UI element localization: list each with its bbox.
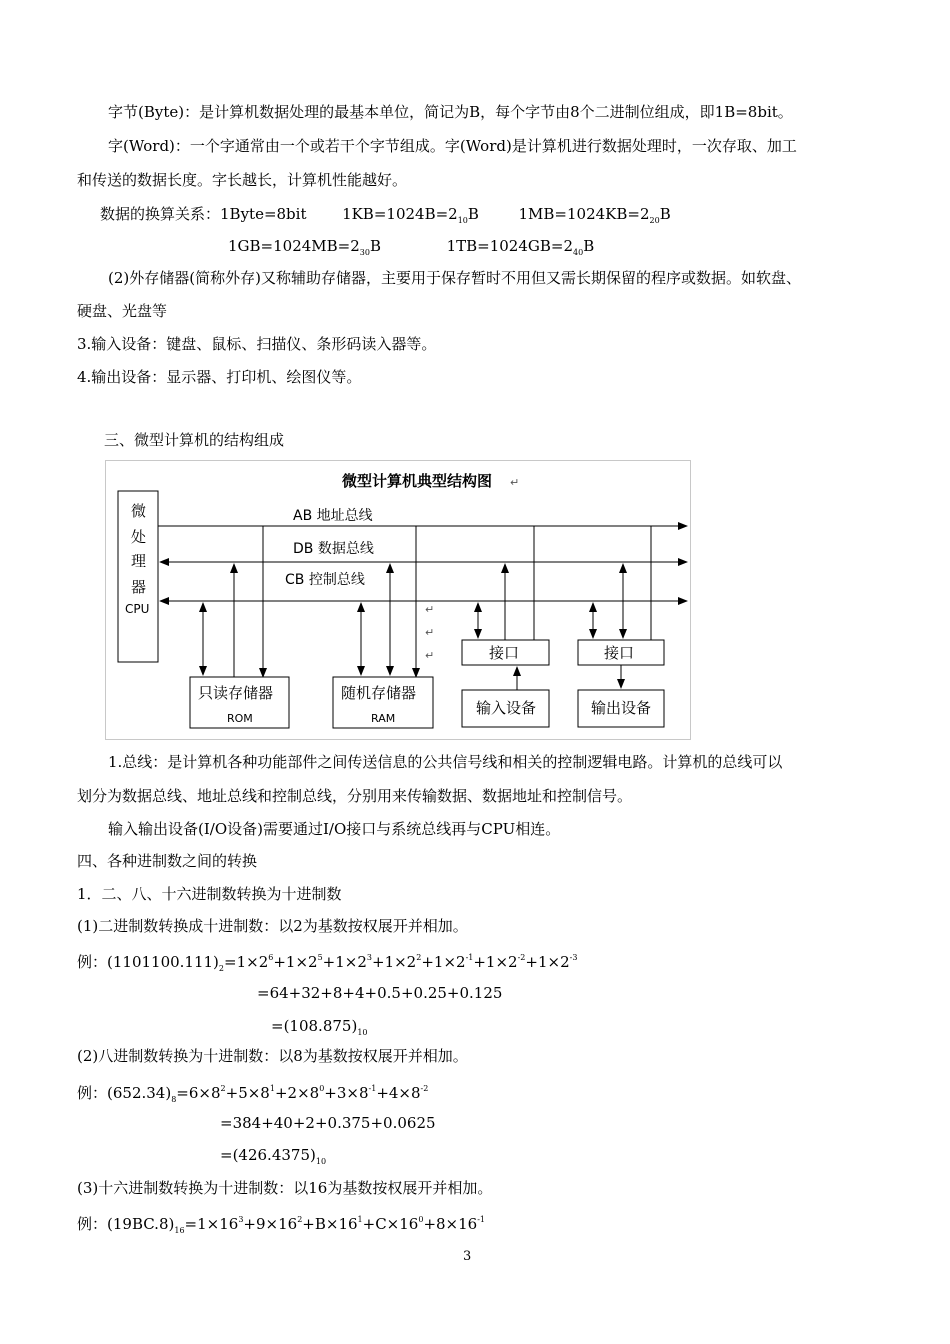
output-port-label: 接口 xyxy=(604,644,635,662)
output-device-label: 输出设备 xyxy=(591,699,652,717)
input-port-label: 接口 xyxy=(489,644,520,662)
cpu-char-1: 微 xyxy=(131,502,147,520)
octal-rule: (2)八进制数转换为十进制数：以8为基数按权展开并相加。 xyxy=(77,1047,468,1065)
conversion-line-1 xyxy=(100,204,671,231)
ram-label: 随机存储器 xyxy=(341,684,417,702)
conversion-mb: $1MB=1024KB=2_{20}B$ xyxy=(518,205,671,225)
return-mark-3: ↵ xyxy=(425,649,435,662)
subsection-1-heading: 1．二、八、十六进制数转换为十进制数 xyxy=(77,885,342,903)
hex-example: 例：$(19BC.8)_{16}=1\times 16^3+9\times 16^2+B\times 16^1+C\times 16^0+8\times 16^{-1}$ xyxy=(77,1215,486,1235)
address-bus-label: AB 地址总线 xyxy=(293,508,373,524)
control-bus-label: CB 控制总线 xyxy=(285,572,365,588)
microcomputer-structure-diagram xyxy=(105,460,691,740)
byte-definition: 字节(Byte)：是计算机数据处理的最基本单位，简记为B，每个字节由8个二进制位组成，即1B=8bit。 xyxy=(108,103,793,121)
conversion-tb: $1TB=1024GB=2_{40}B$ xyxy=(446,237,595,257)
octal-step-3: $=(426.4375)_{10}$ xyxy=(220,1146,327,1166)
io-note: 输入输出设备(I/O设备)需要通过I/O接口与系统总线再与CPU相连。 xyxy=(108,820,561,838)
word-definition-1: 字(Word)：一个字通常由一个或若干个字节组成。字(Word)是计算机进行数据处理时，一次存取、加工 xyxy=(108,137,797,155)
cpu-sub-label: CPU xyxy=(125,602,150,616)
bus-definition-2: 划分为数据总线、地址总线和控制总线，分别用来传输数据、数据地址和控制信号。 xyxy=(77,787,633,805)
conversion-kb: $1KB=1024B=2_{10}B$ xyxy=(342,205,479,225)
return-mark-title: ↵ xyxy=(510,476,520,489)
binary-step-3: $=(108.875)_{10}$ xyxy=(271,1017,368,1037)
diagram-title: 微型计算机典型结构图 xyxy=(342,472,493,490)
output-devices: 4.输出设备：显示器、打印机、绘图仪等。 xyxy=(77,368,362,386)
octal-step-2: =384+40+2+0.375+0.0625 xyxy=(220,1114,436,1132)
return-mark-2: ↵ xyxy=(425,626,435,639)
word-definition-2: 和传送的数据长度。字长越长，计算机性能越好。 xyxy=(77,171,408,189)
ram-sub-label: RAM xyxy=(371,712,396,725)
binary-example: 例：$(1101100.111)_2=1\times 2^6+1\times 2^5+1\times 2^3+1\times 2^2+1\times 2^{-1}+1\times 2^{-2}+1\times 2^{-3}$ xyxy=(77,953,578,973)
binary-step-2: =64+32+8+4+0.5+0.25+0.125 xyxy=(257,984,503,1002)
rom-sub-label: ROM xyxy=(227,712,253,725)
rom-label: 只读存储器 xyxy=(198,684,274,702)
cpu-char-3: 理 xyxy=(131,552,147,570)
cpu-char-2: 处 xyxy=(131,528,147,546)
data-bus-label: DB 数据总线 xyxy=(293,541,374,557)
section-4-heading: 四、各种进制数之间的转换 xyxy=(77,852,258,870)
hex-rule: (3)十六进制数转换为十进制数：以16为基数按权展开并相加。 xyxy=(77,1179,493,1197)
page-number: 3 xyxy=(463,1249,472,1264)
binary-rule: (1)二进制数转换成十进制数：以2为基数按权展开并相加。 xyxy=(77,917,468,935)
conversion-line-2 xyxy=(228,236,594,263)
conversion-gb: $1GB=1024MB=2_{30}B$ xyxy=(228,237,382,257)
external-storage-2: 硬盘、光盘等 xyxy=(77,302,168,320)
return-mark-1: ↵ xyxy=(425,603,435,616)
section-3-heading: 三、微型计算机的结构组成 xyxy=(104,431,285,449)
conversion-byte: 数据的换算关系：1Byte=8bit xyxy=(100,205,307,223)
input-devices: 3.输入设备：键盘、鼠标、扫描仪、条形码读入器等。 xyxy=(77,335,437,353)
octal-example: 例：$(652.34)_8=6\times 8^2+5\times 8^1+2\times 8^0+3\times 8^{-1}+4\times 8^{-2}$ xyxy=(77,1084,429,1104)
bus-definition-1: 1.总线：是计算机各种功能部件之间传送信息的公共信号线和相关的控制逻辑电路。计算机的总线可以 xyxy=(108,753,783,771)
cpu-char-4: 器 xyxy=(131,578,147,596)
input-device-label: 输入设备 xyxy=(476,699,537,717)
external-storage-1: (2)外存储器(简称外存)又称辅助存储器，主要用于保存暂时不用但又需长期保留的程序或数据。如软盘、 xyxy=(108,269,801,287)
